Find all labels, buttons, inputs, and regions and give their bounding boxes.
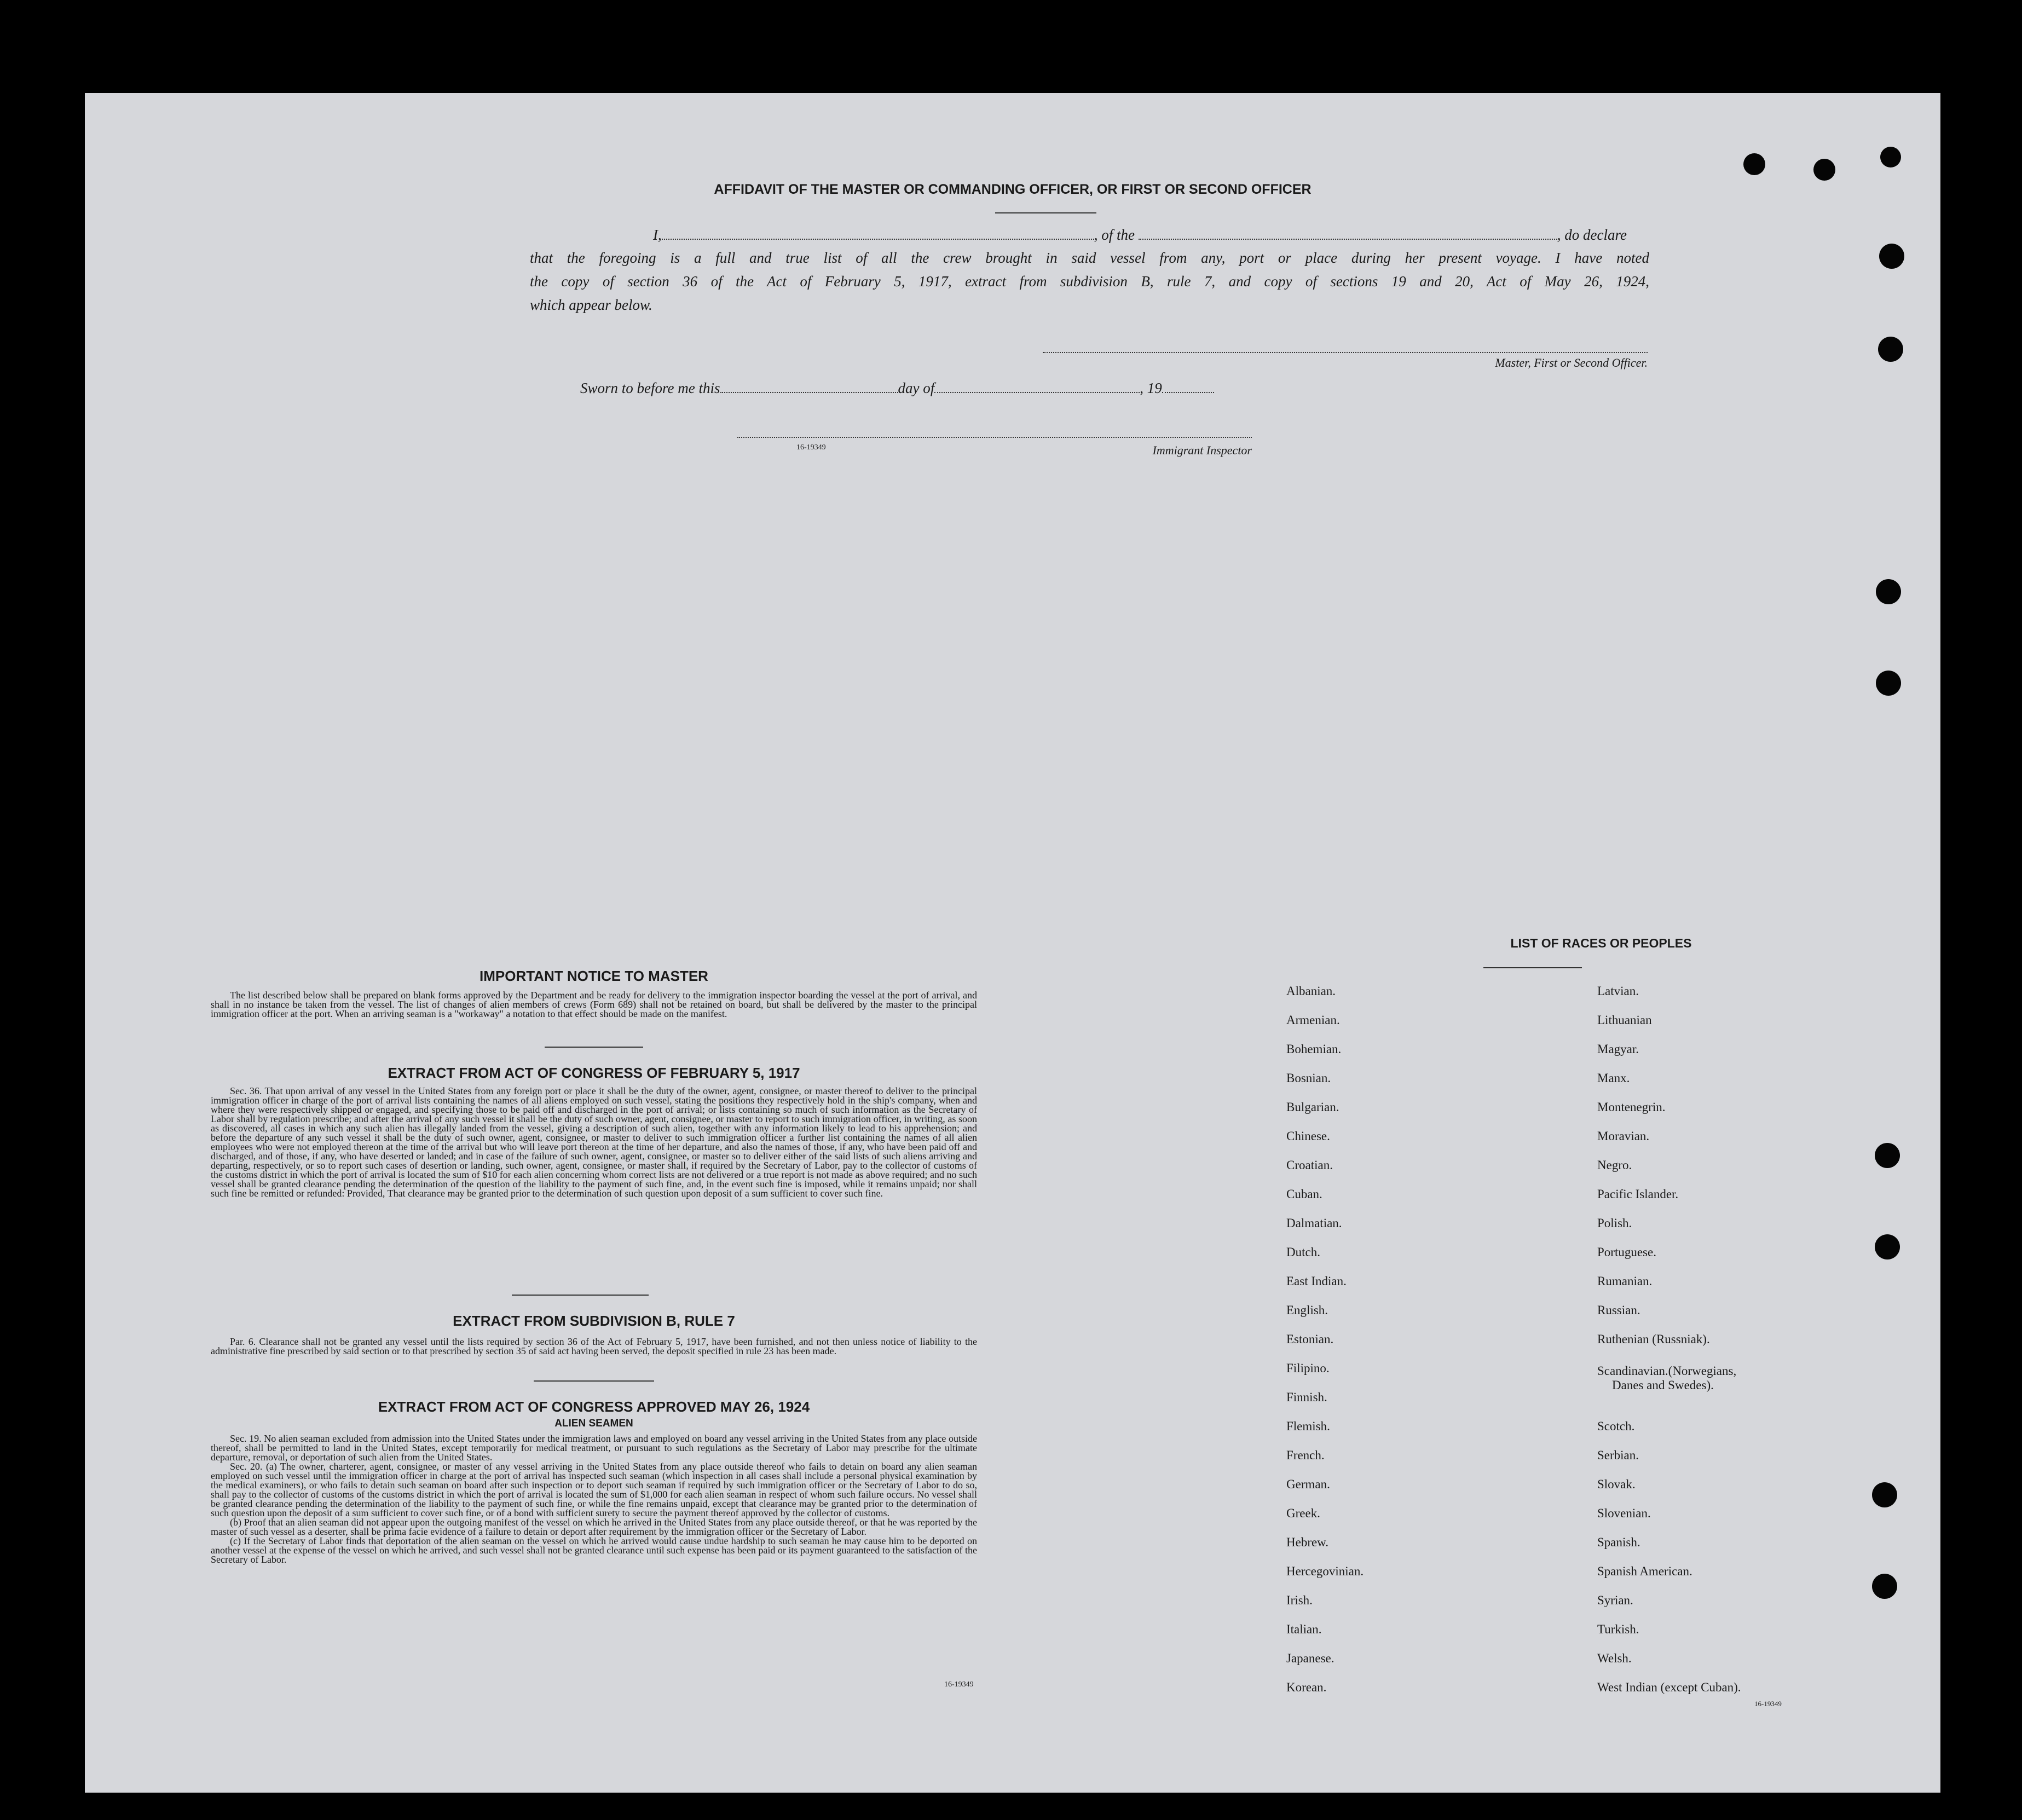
race-item: Lithuanian — [1597, 1013, 1652, 1027]
rule-7-text: Par. 6. Clearance shall not be granted any vessel until the lists required by section 36 of the Act of February 5, 1917, have been furnished, and not then unless notice of liability to the administrative fine prescribed by said section or to that prescribed by section 35 of said act having been served, the deposit specified in rule 23 has been made. — [211, 1336, 977, 1356]
extract-1917-divider — [512, 1295, 649, 1296]
sworn-month-field[interactable] — [934, 392, 1140, 393]
form-sheet — [85, 93, 1940, 1793]
punch-hole-icon — [1813, 159, 1835, 181]
race-item: Scandinavian.(Norwegians, — [1597, 1364, 1737, 1378]
section-19-text: Sec. 19. No alien seaman excluded from admission into the United States under the immigration laws and employed on board any vessel arriving in the United States from any place outside thereof, shall be permitted to land in the United States, except temporarily for medical treatment, or pursuant to such regulations as the Secretary of Labor may prescribe for the ultimate departure, removal, or deportation of such alien from the United States. — [211, 1433, 977, 1463]
notice-title: IMPORTANT NOTICE TO MASTER — [479, 968, 708, 984]
race-item: Latvian. — [1597, 984, 1639, 998]
race-item: Filipino. — [1286, 1361, 1330, 1375]
extract-1924-title: EXTRACT FROM ACT OF CONGRESS APPROVED MAY 26, 1924 — [378, 1399, 810, 1415]
vessel-prefix: , of the — [1094, 227, 1135, 243]
race-item: Negro. — [1597, 1158, 1632, 1172]
race-item: Bosnian. — [1286, 1071, 1331, 1085]
rule-7-divider — [534, 1380, 654, 1382]
race-item: Irish. — [1286, 1593, 1313, 1607]
form-number-extract: 16-19349 — [944, 1680, 974, 1689]
punch-hole-icon — [1880, 147, 1901, 167]
extract-1917-title: EXTRACT FROM ACT OF CONGRESS OF FEBRUARY 5, 1917 — [388, 1065, 800, 1081]
race-item: Montenegrin. — [1597, 1100, 1666, 1114]
punch-hole-icon — [1879, 244, 1904, 269]
race-item: West Indian (except Cuban). — [1597, 1680, 1741, 1694]
race-item: Bulgarian. — [1286, 1100, 1339, 1114]
race-item: Moravian. — [1597, 1129, 1650, 1143]
punch-hole-icon — [1876, 671, 1901, 696]
signature-line[interactable] — [1043, 352, 1648, 353]
race-item: English. — [1286, 1303, 1328, 1317]
title-divider — [995, 212, 1096, 213]
race-item: Pacific Islander. — [1597, 1187, 1679, 1201]
section-20c-text: (c) If the Secretary of Labor finds that deportation of the alien seaman on the vessel on which he arrived would cause undue hardship to such seaman he may cause him to be deported on another vessel at the expense of the vessel on which he arrived, and such vessel shall not be granted clearance until such expense has been paid or its payment guaranteed to the satisfaction of the Secretary of Labor. — [211, 1535, 977, 1565]
race-item: Syrian. — [1597, 1593, 1633, 1607]
race-item: Spanish American. — [1597, 1564, 1692, 1578]
race-item: Portuguese. — [1597, 1245, 1656, 1259]
sworn-day-field[interactable] — [720, 392, 898, 393]
race-item: Hercegovinian. — [1286, 1564, 1364, 1578]
notice-text: The list described below shall be prepared on blank forms approved by the Department and be ready for delivery to the immigration inspector boarding the vessel at the port of arrival, and shall in no instance be taken from the vessel. The list of changes of alien members of crews (Form 689) shall not be retained on board, but shall be delivered by the master to the principal immigration officer at the port. When an arriving seaman is a "workaway" a notation to that effect should be made on the manifest. — [211, 990, 977, 1019]
race-item: Serbian. — [1597, 1448, 1639, 1462]
declaration-line-1 — [653, 227, 1649, 244]
race-item: Estonian. — [1286, 1332, 1334, 1346]
declarant-prefix: I, — [653, 227, 662, 243]
race-item: Ruthenian (Russniak). — [1597, 1332, 1710, 1346]
sworn-line — [580, 380, 1347, 397]
rule-7-title: EXTRACT FROM SUBDIVISION B, RULE 7 — [453, 1313, 735, 1329]
declaration-line-4: which appear below. — [530, 297, 652, 313]
punch-hole-icon — [1875, 1234, 1900, 1259]
affidavit-title: AFFIDAVIT OF THE MASTER OR COMMANDING OFFICER, OR FIRST OR SECOND OFFICER — [714, 182, 1312, 197]
punch-hole-icon — [1875, 1143, 1900, 1168]
race-item: Flemish. — [1286, 1419, 1330, 1433]
signature-label: Master, First or Second Officer. — [1495, 356, 1648, 369]
race-item: Dutch. — [1286, 1245, 1320, 1259]
section-20a-text: Sec. 20. (a) The owner, charterer, agent, consignee, or master of any vessel arriving in the United States from any place outside thereof who fails to detain on board any alien seaman employed on such vessel until the immigration officer in charge at the port of arrival has inspected such seaman (which inspection in all cases shall include a personal physical examination by the medical examiners), or who fails to detain such seaman on board after such inspection or to deport such seaman if required by such immigration officer or the Secretary of Labor to do so, shall pay to the collector of customs of the customs district in which the port of arrival is located the sum of $1,000 for each alien seaman in respect of whom such failure occurs. No vessel shall be granted clearance pending the determination of the liability to the payment of such fine, or while the fine remains unpaid, except that clearance may be granted prior to the determination of such question upon the deposit of a sum sufficient to cover such fine, or of a bond with sufficient surety to secure the payment thereof approved by the collector of customs. — [211, 1461, 977, 1518]
race-item: Slovak. — [1597, 1477, 1636, 1491]
race-item: Japanese. — [1286, 1651, 1334, 1665]
sworn-year-field[interactable] — [1162, 392, 1214, 393]
race-item: Korean. — [1286, 1680, 1327, 1694]
declaration-line-2: that the foregoing is a full and true list of all the crew brought in said vessel from any, port or place during her present voyage. I have noted — [530, 250, 1649, 266]
race-item: Hebrew. — [1286, 1535, 1329, 1549]
extract-1917-text: Sec. 36. That upon arrival of any vessel in the United States from any foreign port or place it shall be the duty of the owner, agent, consignee, or master thereof to deliver to the principal immigration officer in charge of the port of arrival lists containing the names of all aliens employed on such vessel, stating the positions they respectively hold in the ship's company, when and where they were respectively shipped or engaged, and specifying those to be paid off and discharged in the port of arrival; or lists containing so much of such information as the Secretary of Labor shall by regulation prescribe; and after the arrival of any such vessel it shall be the duty of such owner, agent, consignee, or master to report to such immigration officer, in writing, as soon as discovered, all cases in which any such alien has illegally landed from the vessel, giving a description of such alien, together with any information likely to lead to his apprehension; and before the departure of any such vessel it shall be the duty of such owner, agent, consignee, or master to deliver to such immigration officer a further list containing the names of all alien employees who were not employed thereon at the time of the arrival but who will leave port thereon at the time of her departure, and also the names of those, if any, who have been paid off and discharged, and of those, if any, who have deserted or landed; and in case of the failure of such owner, agent, consignee, or master so to deliver either of the said lists of such aliens arriving and departing, respectively, or so to report such cases of desertion or landing, such owner, agent, consignee, or master shall, if required by the Secretary of Labor, pay to the collector of customs of the customs district in which the port of arrival is located the sum of $10 for each alien concerning whom correct lists are not delivered or a true report is not made as above required; and no such vessel shall be granted clearance pending the determination of the question of the liability to the payment of such fine, and, in the event such fine is imposed, while it remains unpaid; nor shall such fine be remitted or refunded: Provided, That clearance may be granted prior to the determination of such question upon deposit of a sum sufficient to cover such fine. — [211, 1085, 977, 1199]
race-item: Greek. — [1286, 1506, 1320, 1520]
race-item: Cuban. — [1286, 1187, 1322, 1201]
declare-suffix: , do declare — [1557, 227, 1627, 243]
inspector-label: Immigrant Inspector — [1152, 443, 1252, 457]
race-item: Dalmatian. — [1286, 1216, 1342, 1230]
punch-hole-icon — [1872, 1574, 1897, 1599]
sworn-prefix: Sworn to before me this — [580, 380, 720, 396]
race-item: Danes and Swedes). — [1612, 1378, 1714, 1392]
race-item: Croatian. — [1286, 1158, 1333, 1172]
master-name-field[interactable] — [662, 239, 1094, 240]
form-number-races: 16-19349 — [1754, 1700, 1782, 1708]
punch-hole-icon — [1876, 579, 1901, 604]
race-item: Scotch. — [1597, 1419, 1635, 1433]
race-item: Slovenian. — [1597, 1506, 1651, 1520]
race-item: French. — [1286, 1448, 1325, 1462]
races-divider — [1483, 967, 1582, 968]
alien-seamen-subtitle: ALIEN SEAMEN — [554, 1418, 633, 1429]
race-item: Turkish. — [1597, 1622, 1639, 1636]
day-of-label: day of — [898, 380, 935, 396]
race-item: Manx. — [1597, 1071, 1630, 1085]
race-item: East Indian. — [1286, 1274, 1347, 1288]
section-20b-text: (b) Proof that an alien seaman did not appear upon the outgoing manifest of the vessel on which he arrived in the United States from any place outside thereof, or that he was reported by the master of such vessel as a deserter, shall be prima facie evidence of a failure to detain or deport after requirement by the immigration officer or the Secretary of Labor. — [211, 1517, 977, 1537]
race-item: Rumanian. — [1597, 1274, 1653, 1288]
race-item: Chinese. — [1286, 1129, 1330, 1143]
inspector-signature-line[interactable] — [737, 437, 1252, 438]
races-title: LIST OF RACES OR PEOPLES — [1510, 936, 1692, 950]
declaration-line-3: the copy of section 36 of the Act of February 5, 1917, extract from subdivision B, rule 7, and copy of sections 19 and 20, Act of May 26, 1924, — [530, 273, 1649, 290]
punch-hole-icon — [1872, 1482, 1897, 1507]
notice-divider — [545, 1047, 643, 1048]
race-item: Welsh. — [1597, 1651, 1632, 1665]
race-item: Polish. — [1597, 1216, 1632, 1230]
race-item: Albanian. — [1286, 984, 1336, 998]
race-item: Magyar. — [1597, 1042, 1639, 1056]
form-number-top: 16-19349 — [796, 443, 826, 452]
race-item: German. — [1286, 1477, 1330, 1491]
race-item: Armenian. — [1286, 1013, 1340, 1027]
race-item: Bohemian. — [1286, 1042, 1342, 1056]
race-item: Spanish. — [1597, 1535, 1640, 1549]
race-item: Italian. — [1286, 1622, 1322, 1636]
alien-seamen-sections — [211, 1434, 977, 1564]
punch-hole-icon — [1878, 337, 1903, 362]
year-prefix: , 19 — [1140, 380, 1162, 396]
punch-hole-icon — [1743, 153, 1765, 175]
race-item: Russian. — [1597, 1303, 1640, 1317]
race-item: Finnish. — [1286, 1390, 1327, 1404]
vessel-name-field[interactable] — [1139, 239, 1557, 240]
